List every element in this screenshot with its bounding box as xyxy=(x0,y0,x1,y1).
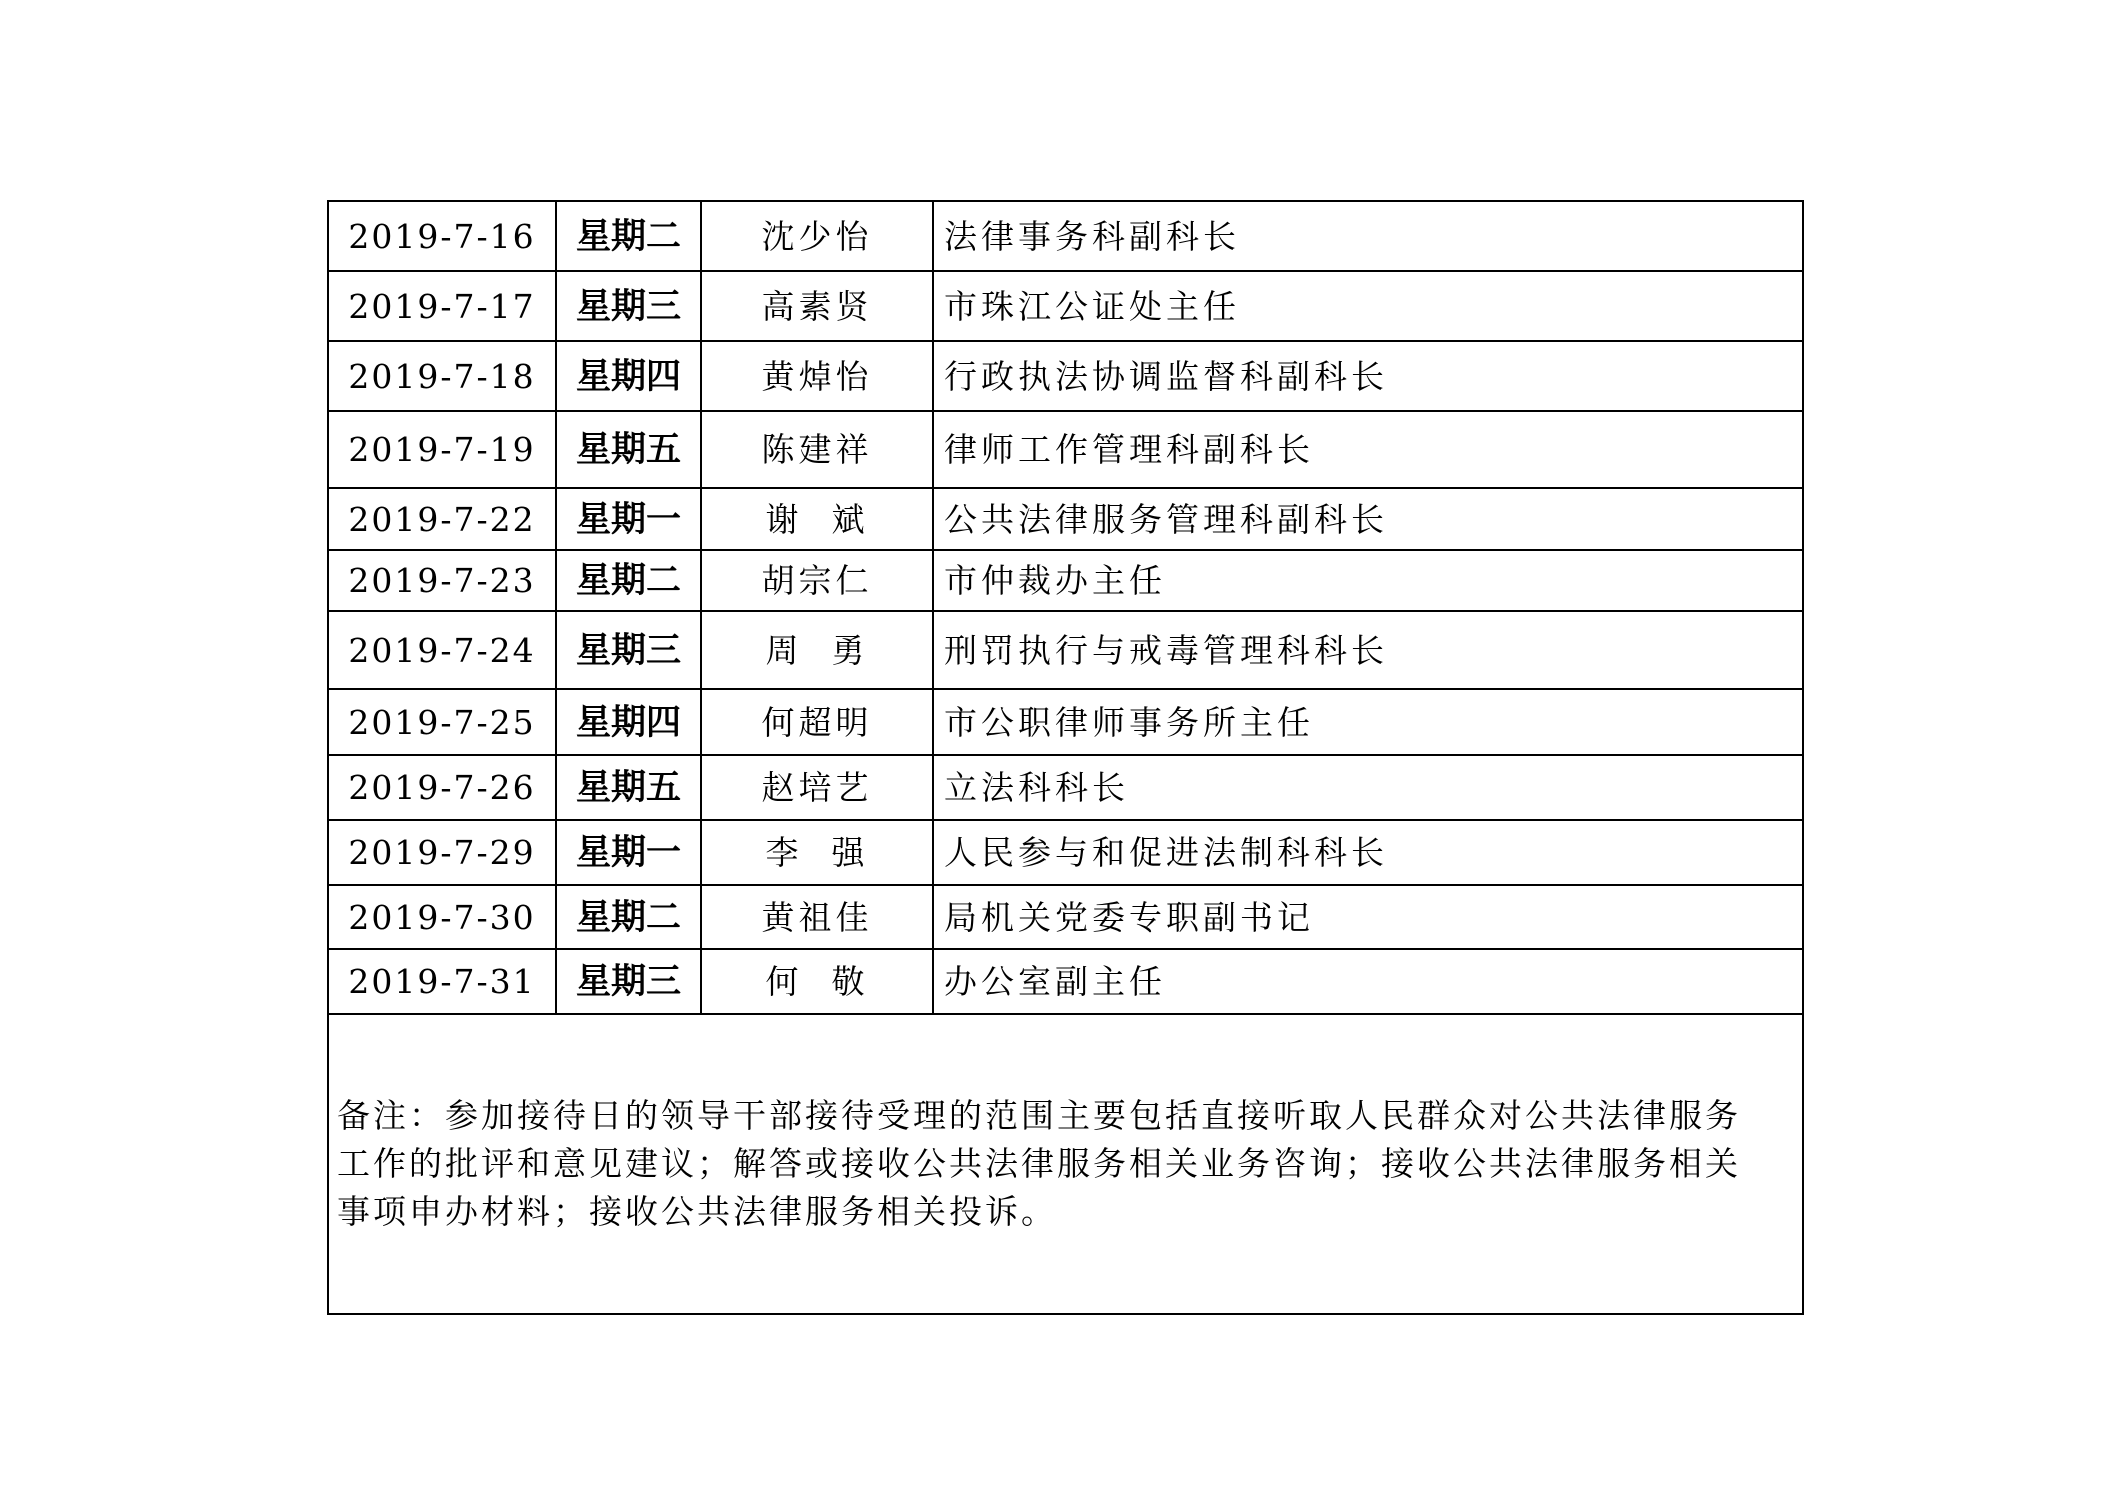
leader-name-cell: 沈少怡 xyxy=(701,201,933,271)
weekday-cell: 星期二 xyxy=(556,550,701,611)
position-cell: 立法科科长 xyxy=(933,755,1803,820)
position-cell: 市仲裁办主任 xyxy=(933,550,1803,611)
date-cell: 2019-7-30 xyxy=(328,885,556,949)
position-cell: 刑罚执行与戒毒管理科科长 xyxy=(933,611,1803,689)
weekday-cell: 星期三 xyxy=(556,611,701,689)
table-row xyxy=(328,755,1803,820)
date-cell: 2019-7-22 xyxy=(328,488,556,550)
leader-name-cell: 周 勇 xyxy=(701,611,933,689)
note-row xyxy=(328,1014,1803,1314)
weekday-cell: 星期三 xyxy=(556,271,701,341)
table-row xyxy=(328,341,1803,411)
weekday-cell: 星期一 xyxy=(556,488,701,550)
leader-name-cell: 何 敬 xyxy=(701,949,933,1014)
weekday-cell: 星期四 xyxy=(556,689,701,755)
leader-name-cell: 黄祖佳 xyxy=(701,885,933,949)
date-cell: 2019-7-31 xyxy=(328,949,556,1014)
date-cell: 2019-7-29 xyxy=(328,820,556,885)
table-row xyxy=(328,949,1803,1014)
date-cell: 2019-7-18 xyxy=(328,341,556,411)
note-cell xyxy=(328,1014,1803,1314)
reception-schedule-table xyxy=(327,200,1804,1315)
weekday-cell: 星期二 xyxy=(556,201,701,271)
table-row xyxy=(328,611,1803,689)
leader-name-cell: 何超明 xyxy=(701,689,933,755)
position-cell: 公共法律服务管理科副科长 xyxy=(933,488,1803,550)
weekday-cell: 星期五 xyxy=(556,411,701,488)
position-cell: 办公室副主任 xyxy=(933,949,1803,1014)
leader-name-cell: 陈建祥 xyxy=(701,411,933,488)
table-row xyxy=(328,885,1803,949)
table-row xyxy=(328,271,1803,341)
weekday-cell: 星期一 xyxy=(556,820,701,885)
table-row xyxy=(328,488,1803,550)
table-row xyxy=(328,201,1803,271)
date-cell: 2019-7-19 xyxy=(328,411,556,488)
weekday-cell: 星期二 xyxy=(556,885,701,949)
table-row xyxy=(328,820,1803,885)
table-row xyxy=(328,550,1803,611)
position-cell: 人民参与和促进法制科科长 xyxy=(933,820,1803,885)
position-cell: 市公职律师事务所主任 xyxy=(933,689,1803,755)
date-cell: 2019-7-24 xyxy=(328,611,556,689)
leader-name-cell: 胡宗仁 xyxy=(701,550,933,611)
leader-name-cell: 谢 斌 xyxy=(701,488,933,550)
leader-name-cell: 黄焯怡 xyxy=(701,341,933,411)
leader-name-cell: 赵培艺 xyxy=(701,755,933,820)
table-row xyxy=(328,411,1803,488)
leader-name-cell: 高素贤 xyxy=(701,271,933,341)
schedule-body xyxy=(328,201,1803,1314)
weekday-cell: 星期三 xyxy=(556,949,701,1014)
date-cell: 2019-7-17 xyxy=(328,271,556,341)
date-cell: 2019-7-23 xyxy=(328,550,556,611)
weekday-cell: 星期四 xyxy=(556,341,701,411)
leader-name-cell: 李 强 xyxy=(701,820,933,885)
position-cell: 律师工作管理科副科长 xyxy=(933,411,1803,488)
position-cell: 行政执法协调监督科副科长 xyxy=(933,341,1803,411)
table-row xyxy=(328,689,1803,755)
remarks-text: 备注：参加接待日的领导干部接待受理的范围主要包括直接听取人民群众对公共法律服务工作的批评和意见建议；解答或接收公共法律服务相关业务咨询；接收公共法律服务相关事项申办材料；接收公共法律服务相关投诉。 xyxy=(337,1096,1741,1231)
date-cell: 2019-7-16 xyxy=(328,201,556,271)
position-cell: 局机关党委专职副书记 xyxy=(933,885,1803,949)
date-cell: 2019-7-25 xyxy=(328,689,556,755)
date-cell: 2019-7-26 xyxy=(328,755,556,820)
position-cell: 法律事务科副科长 xyxy=(933,201,1803,271)
weekday-cell: 星期五 xyxy=(556,755,701,820)
position-cell: 市珠江公证处主任 xyxy=(933,271,1803,341)
